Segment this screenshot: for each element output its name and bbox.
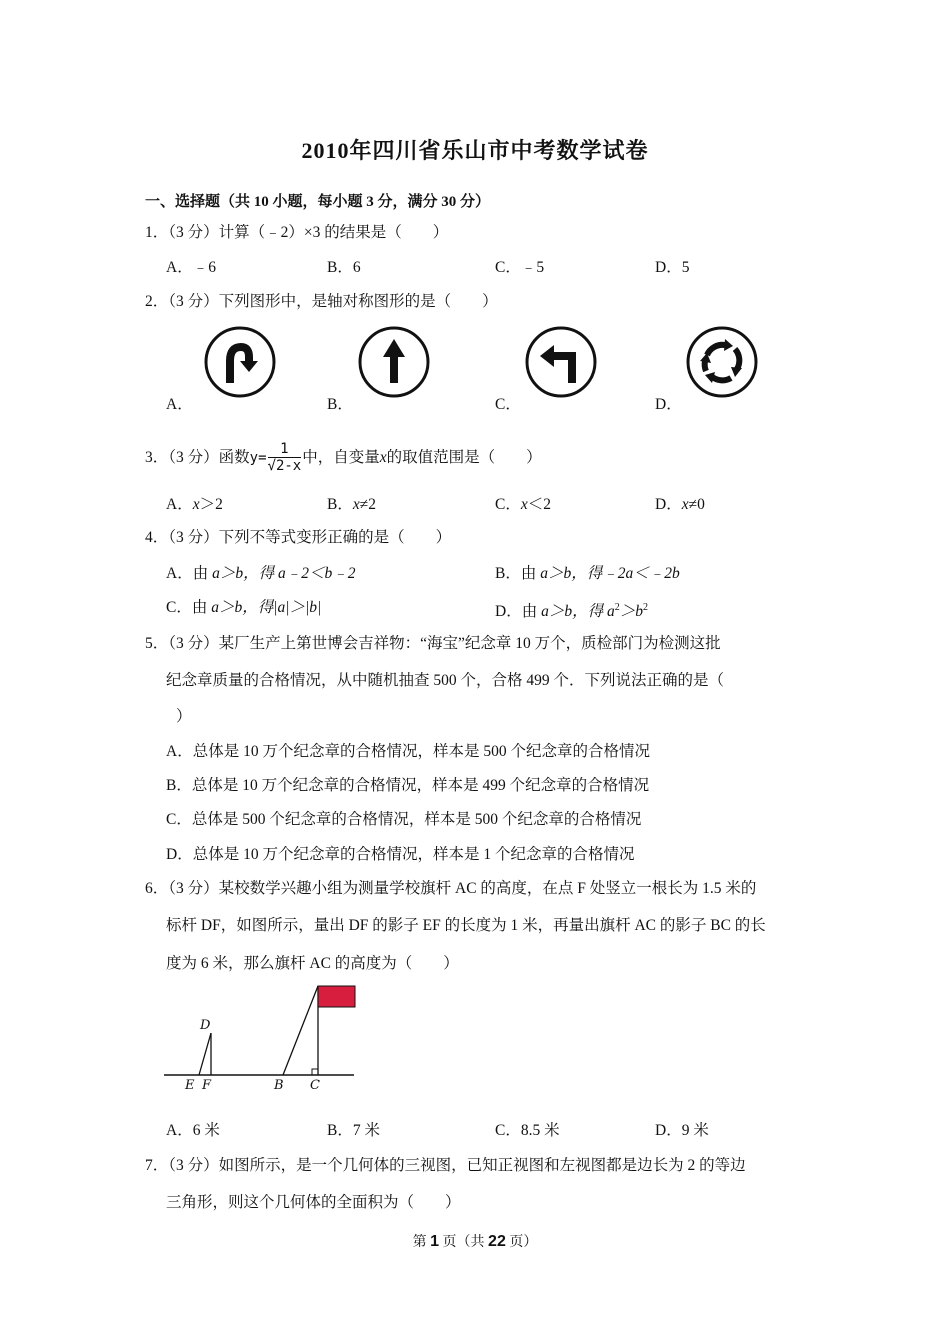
option-b: B．总体是 10 万个纪念章的合格情况，样本是 499 个纪念章的合格情况 — [166, 777, 650, 794]
option-c: C．总体是 500 个纪念章的合格情况，样本是 500 个纪念章的合格情况 — [166, 811, 642, 828]
question-text: （3 分）函数 — [168, 449, 250, 466]
question-text: 中，自变量 — [302, 449, 380, 466]
question-2 — [145, 292, 498, 312]
shadow-line-ed — [199, 1033, 211, 1075]
question-1 — [145, 223, 448, 243]
option-label: A． — [166, 496, 193, 513]
question-text: （3 分）下列不等式变形正确的是（ ） — [168, 529, 452, 546]
question-text-line: 三角形，则这个几何体的全面积为（ ） — [166, 1194, 461, 1211]
straight-arrow-icon — [357, 325, 431, 399]
superscript: 2 — [614, 602, 620, 613]
option-value: ＜2 — [527, 496, 551, 513]
option-b: B． — [327, 396, 353, 413]
question-text-line: 纪念章质量的合格情况，从中随机抽查 500 个，合格 499 个．下列说法正确的是（ — [166, 672, 725, 689]
footer-text: 页（共 — [439, 1235, 489, 1250]
label-b: B — [274, 1078, 284, 1093]
option-d: D．5 — [655, 259, 690, 276]
question-text: （3 分）下列图形中，是轴对称图形的是（ ） — [168, 293, 498, 310]
option-b — [495, 564, 680, 584]
question-6 — [145, 879, 756, 899]
label-c: C — [310, 1078, 320, 1093]
page-total: 22 — [488, 1233, 506, 1250]
question-number: 3． — [145, 449, 169, 466]
question-number: 5． — [145, 635, 169, 652]
option-label: B．由 — [495, 565, 541, 582]
formula-lead: y= — [249, 450, 267, 466]
question-text: （3 分）某厂生产上第世博会吉祥物：“海宝”纪念章 10 万个，质检部门为检测这批 — [168, 635, 721, 652]
question-number: 1． — [145, 224, 169, 241]
option-d: D．总体是 10 万个纪念章的合格情况，样本是 1 个纪念章的合格情况 — [166, 846, 635, 863]
question-number: 4． — [145, 529, 169, 546]
option-label: B． — [327, 496, 353, 513]
option-expression: ＞b — [619, 603, 643, 621]
option-label: A．由 — [166, 565, 213, 582]
option-label: D．由 — [495, 603, 542, 621]
option-value: ≠2 — [359, 496, 376, 513]
page-number: 1 — [430, 1233, 440, 1250]
option-d: D．9 米 — [655, 1122, 709, 1139]
fraction-formula — [268, 441, 302, 475]
left-turn-arrow-icon — [524, 325, 598, 399]
variable: x — [379, 449, 387, 466]
option-c: C． — [495, 396, 521, 413]
option-d: D． — [655, 396, 682, 413]
superscript: 2 — [642, 602, 648, 613]
option-expression: a＞b，得﹣2a＜﹣2b — [540, 565, 680, 582]
option-b: B．6 — [327, 259, 361, 276]
flag — [318, 986, 355, 1007]
section-heading: 一、选择题（共 10 小题，每小题 3 分，满分 30 分） — [145, 194, 491, 210]
option-b: B．7 米 — [327, 1122, 380, 1139]
shadow-line-ba — [283, 986, 318, 1075]
question-number: 7． — [145, 1157, 169, 1174]
question-text: 的取值范围是（ ） — [386, 449, 542, 466]
option-a: A．总体是 10 万个纪念章的合格情况，样本是 500 个纪念章的合格情况 — [166, 743, 650, 760]
fraction-denominator: √2-x — [267, 458, 302, 475]
label-f: F — [202, 1078, 212, 1093]
question-text: （3 分）某校数学兴趣小组为测量学校旗杆 AC 的高度，在点 F 处竖立一根长为 1.5 米的 — [168, 880, 757, 897]
question-7 — [145, 1156, 746, 1176]
option-c — [166, 598, 321, 618]
option-label: C． — [495, 496, 521, 513]
footer-text: 页） — [505, 1235, 538, 1250]
option-a — [166, 564, 355, 584]
variable: x — [520, 496, 528, 513]
option-b — [327, 495, 376, 515]
option-c — [495, 495, 551, 515]
circular-arrows-icon — [685, 325, 759, 399]
fraction-numerator: 1 — [268, 441, 302, 458]
question-3 — [145, 438, 542, 478]
option-a: A．6 米 — [166, 1122, 220, 1139]
option-expression: a＞b，得 a — [541, 603, 615, 621]
question-text-line: ） — [176, 708, 192, 725]
page-title: 2010年四川省乐山市中考数学试卷 — [301, 138, 649, 163]
option-value: ＞2 — [199, 496, 223, 513]
question-text-line: 标杆 DF，如图所示，量出 DF 的影子 EF 的长度为 1 米，再量出旗杆 AC 的影子 BC 的长 — [166, 917, 766, 934]
option-a: A．﹣6 — [166, 259, 216, 276]
option-label: C．由 — [166, 599, 212, 616]
option-d — [495, 598, 648, 622]
right-angle-mark — [312, 1069, 318, 1075]
question-number: 6． — [145, 880, 169, 897]
flagpole-figure — [160, 980, 360, 1095]
page-footer — [0, 1231, 950, 1251]
label-d: D — [200, 1018, 211, 1033]
option-value: ≠0 — [688, 496, 705, 513]
variable: x — [192, 496, 200, 513]
option-expression: a＞b，得 a﹣2＜b﹣2 — [212, 565, 356, 582]
u-turn-arrow-icon — [203, 325, 277, 399]
question-text: （3 分）如图所示，是一个几何体的三视图，已知正视图和左视图都是边长为 2 的等边 — [168, 1157, 746, 1174]
question-4 — [145, 528, 451, 548]
option-expression: a＞b，得|a|＞|b| — [211, 599, 322, 616]
option-c: C．﹣5 — [495, 259, 545, 276]
option-c: C．8.5 米 — [495, 1122, 560, 1139]
question-number: 2． — [145, 293, 169, 310]
variable: x — [352, 496, 360, 513]
question-5 — [145, 634, 721, 654]
option-d — [655, 495, 705, 515]
label-e: E — [185, 1078, 195, 1093]
option-label: D． — [655, 496, 682, 513]
option-a: A． — [166, 396, 193, 413]
variable: x — [681, 496, 689, 513]
question-text-line: 度为 6 米，那么旗杆 AC 的高度为（ ） — [166, 955, 459, 972]
footer-text: 第 — [412, 1235, 431, 1250]
option-a — [166, 495, 223, 515]
question-text: （3 分）计算（﹣2）×3 的结果是（ ） — [168, 224, 449, 241]
